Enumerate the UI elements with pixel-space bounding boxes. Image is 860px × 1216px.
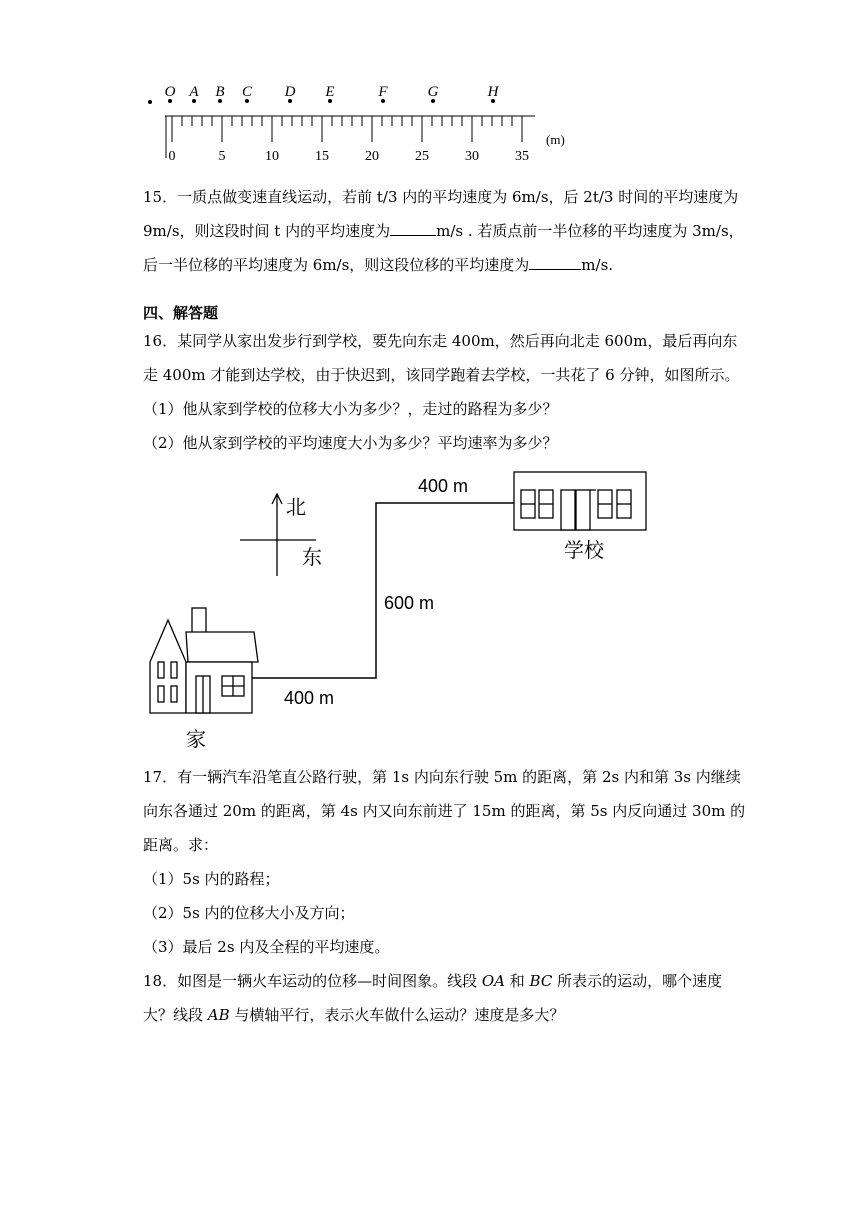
school-building-icon — [514, 472, 646, 530]
q16-line-2: 走 400m 才能到达学校，由于快迟到，该同学跑着去学校，一共花了 6 分钟，如图所示。 — [143, 366, 740, 384]
question-16 — [143, 324, 740, 460]
svg-text:D: D — [284, 84, 296, 100]
position-ruler-figure — [140, 72, 570, 167]
tick-label-15: 15 — [315, 149, 329, 164]
ruler-point-g — [428, 84, 439, 103]
ruler-tick-labels — [169, 149, 530, 164]
ruler-point-c — [242, 84, 253, 103]
tick-label-5: 5 — [218, 149, 226, 164]
tick-label-30: 30 — [465, 149, 479, 164]
tick-label-20: 20 — [365, 149, 379, 164]
tick-label-25: 25 — [415, 149, 429, 164]
question-17 — [143, 760, 746, 964]
question-15 — [143, 180, 744, 282]
ruler-point-e — [324, 84, 334, 103]
route-map-figure — [140, 466, 660, 756]
ruler-point-h — [487, 84, 500, 103]
svg-text:O: O — [164, 84, 176, 100]
q17-sub-1: （1）5s 内的路程； — [143, 870, 280, 888]
vertical-segment-label: 600 m — [384, 593, 435, 613]
svg-text:H: H — [487, 84, 499, 100]
svg-text:A: A — [189, 84, 199, 100]
section-title: 四、解答题 — [143, 304, 219, 322]
q15-line-3: 后一半位移的平均速度为 6m/s，则这段位移的平均速度为 m/s. — [143, 256, 614, 274]
q16-sub-1: （1）他从家到学校的位移大小为多少？，走过的路程为多少？ — [143, 400, 558, 418]
svg-text:E: E — [325, 84, 335, 100]
ruler-point-f — [377, 84, 388, 103]
q17-sub-3: （3）最后 2s 内及全程的平均速度。 — [143, 938, 390, 956]
tick-label-35: 35 — [515, 149, 529, 164]
q17-line-2: 向东各通过 20m 的距离，第 4s 内又向东前进了 15m 的距离，第 5s 内反向通过 30m 的 — [143, 802, 746, 820]
route-path — [252, 503, 514, 678]
q17-line-1: 17．有一辆汽车沿笔直公路行驶，第 1s 内向东行驶 5m 的距离，第 2s 内和第 3s 内继续 — [143, 768, 741, 786]
bottom-segment-label: 400 m — [284, 688, 335, 708]
home-label: 家 — [186, 727, 206, 751]
east-label: 东 — [302, 545, 322, 569]
ruler-point-d — [284, 84, 296, 103]
north-label: 北 — [286, 495, 306, 519]
ruler-unit: (m) — [546, 132, 565, 147]
svg-text:B: B — [215, 84, 225, 100]
ruler-point-b — [215, 84, 224, 103]
q15-line-2: 9m/s，则这段时间 t 内的平均速度为 m/s . 若质点前一半位移的平均速度为 3m/s， — [143, 222, 744, 240]
q15-line-1: 15．一质点做变速直线运动，若前 t/3 内的平均速度为 6m/s，后 2t/3 时间的平均速度为 — [143, 188, 739, 206]
tick-label-0: 0 — [168, 149, 176, 164]
house-icon — [150, 608, 258, 713]
answer-blank-2[interactable] — [529, 254, 581, 270]
svg-text:G: G — [427, 84, 439, 100]
school-label: 学校 — [564, 538, 604, 562]
tick-label-10: 10 — [265, 149, 279, 164]
q18-line-1: 18．如图是一辆火车运动的位移—时间图象。线段 OA 和 BC 所表示的运动，哪个速度 — [143, 972, 723, 990]
ruler-point-a — [188, 84, 199, 103]
q17-sub-2: （2）5s 内的位移大小及方向； — [143, 904, 355, 922]
svg-text:C: C — [241, 84, 253, 100]
top-segment-label: 400 m — [418, 476, 469, 496]
ruler-point-o — [165, 84, 176, 103]
q16-line-1: 16．某同学从家出发步行到学校，要先向东走 400m，然后再向北走 600m，最后再向东 — [143, 332, 738, 350]
ruler-start-dot — [148, 100, 152, 104]
question-18 — [143, 964, 723, 1032]
q17-line-3: 距离。求： — [143, 836, 219, 854]
answer-blank-1[interactable] — [390, 220, 436, 236]
q16-sub-2: （2）他从家到学校的平均速度大小为多少？平均速率为多少？ — [143, 434, 558, 452]
q18-line-2: 大？线段 AB 与横轴平行，表示火车做什么运动？速度是多大？ — [143, 1006, 565, 1024]
svg-text:F: F — [378, 84, 388, 100]
